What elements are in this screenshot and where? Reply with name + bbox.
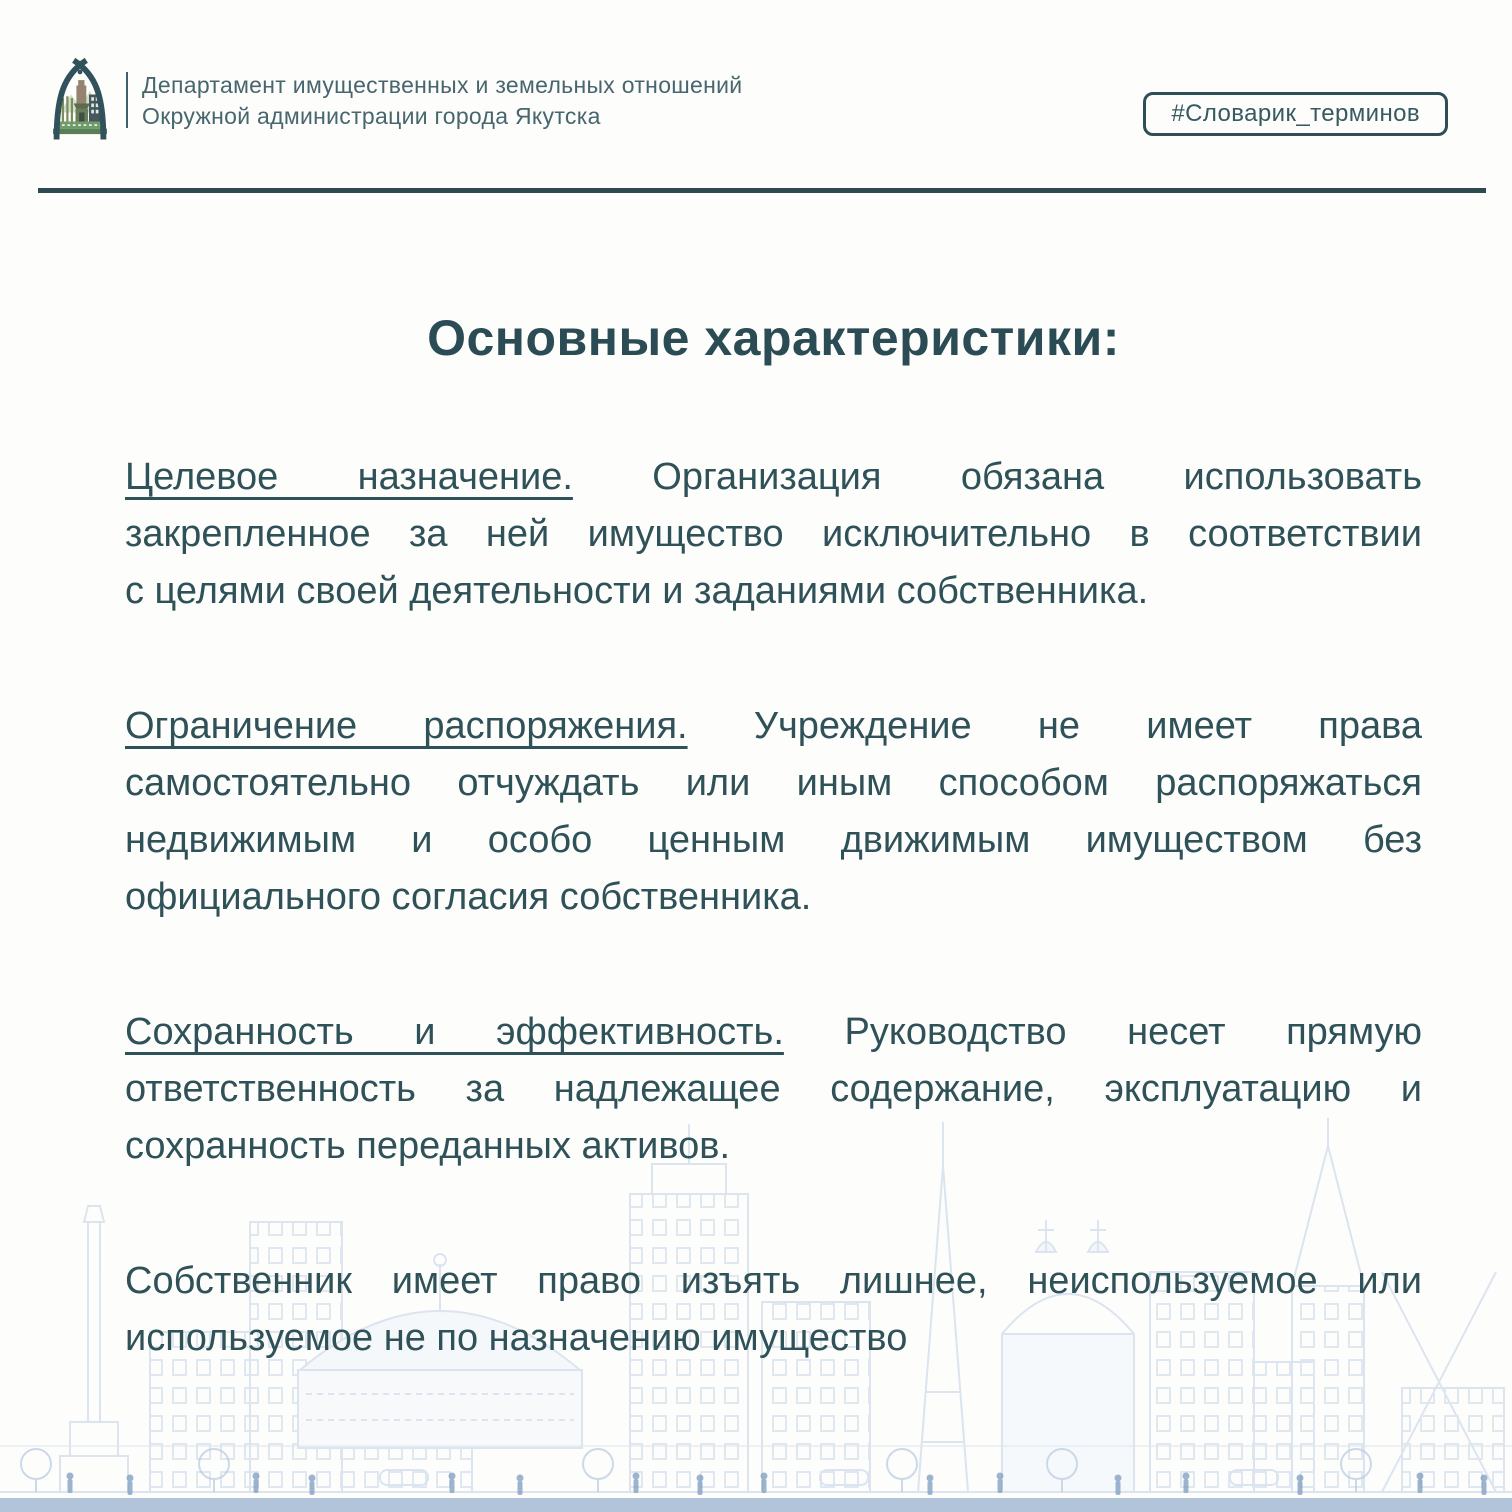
paragraph-line xyxy=(125,563,1422,620)
page-title: Основные характеристики: xyxy=(427,310,1120,366)
paragraph-line xyxy=(125,506,1422,563)
main-content xyxy=(125,309,1422,1367)
footer-strip xyxy=(0,1498,1512,1512)
logo-divider xyxy=(126,72,128,128)
paragraph-ограничение-распоряжения xyxy=(125,698,1422,926)
underlined-lead: Целевое назначение. xyxy=(125,456,573,498)
paragraph-line xyxy=(125,869,1422,926)
text-segment: сохранность переданных активов. xyxy=(125,1125,731,1167)
hashtag-badge: #Словарик_терминов xyxy=(1143,92,1448,136)
paragraph-line xyxy=(125,1061,1422,1118)
header-rule xyxy=(38,188,1486,193)
organization-name xyxy=(142,70,742,132)
text-segment: Организация обязана использовать xyxy=(572,456,1422,498)
text-segment: ответственность за надлежащее содержание, эксплуатацию и xyxy=(125,1068,1422,1110)
paragraph-целевое-назначение xyxy=(125,449,1422,620)
text-segment: Руководство несет прямую xyxy=(783,1011,1422,1053)
paragraph-line xyxy=(125,449,1422,506)
paragraph-line xyxy=(125,1310,1422,1367)
text-segment: закрепленное за ней имущество исключительно в соответствии xyxy=(125,513,1422,555)
text-segment: используемое не по назначению имущество xyxy=(125,1317,908,1359)
paragraph-сохранность-и-эффективность xyxy=(125,1004,1422,1175)
organization-name-line2: Окружной администрации города Якутска xyxy=(142,103,601,129)
text-segment: официального согласия собственника. xyxy=(125,876,812,918)
yakutsk-department-emblem-logo xyxy=(44,56,116,142)
text-segment: с целями своей деятельности и заданиями собственника. xyxy=(125,570,1149,612)
paragraph-line xyxy=(125,1253,1422,1310)
text-segment: недвижимым и особо ценным движимым имуществом без xyxy=(125,819,1422,861)
header xyxy=(0,0,1512,142)
text-segment: Учреждение не имеет права xyxy=(687,705,1422,747)
underlined-lead: Ограничение распоряжения. xyxy=(125,705,688,747)
text-segment: Собственник имеет право изъять лишнее, неиспользуемое или xyxy=(125,1260,1422,1302)
paragraph-право-изъятия xyxy=(125,1253,1422,1367)
paragraph-line xyxy=(125,755,1422,812)
underlined-lead: Сохранность и эффективность. xyxy=(125,1011,784,1053)
paragraph-line xyxy=(125,1118,1422,1175)
paragraph-line xyxy=(125,812,1422,869)
paragraph-line xyxy=(125,1004,1422,1061)
paragraphs xyxy=(125,449,1422,1367)
text-segment: самостоятельно отчуждать или иным способом распоряжаться xyxy=(125,762,1422,804)
organization-name-line1: Департамент имущественных и земельных отношений xyxy=(142,72,743,98)
paragraph-line xyxy=(125,698,1422,755)
